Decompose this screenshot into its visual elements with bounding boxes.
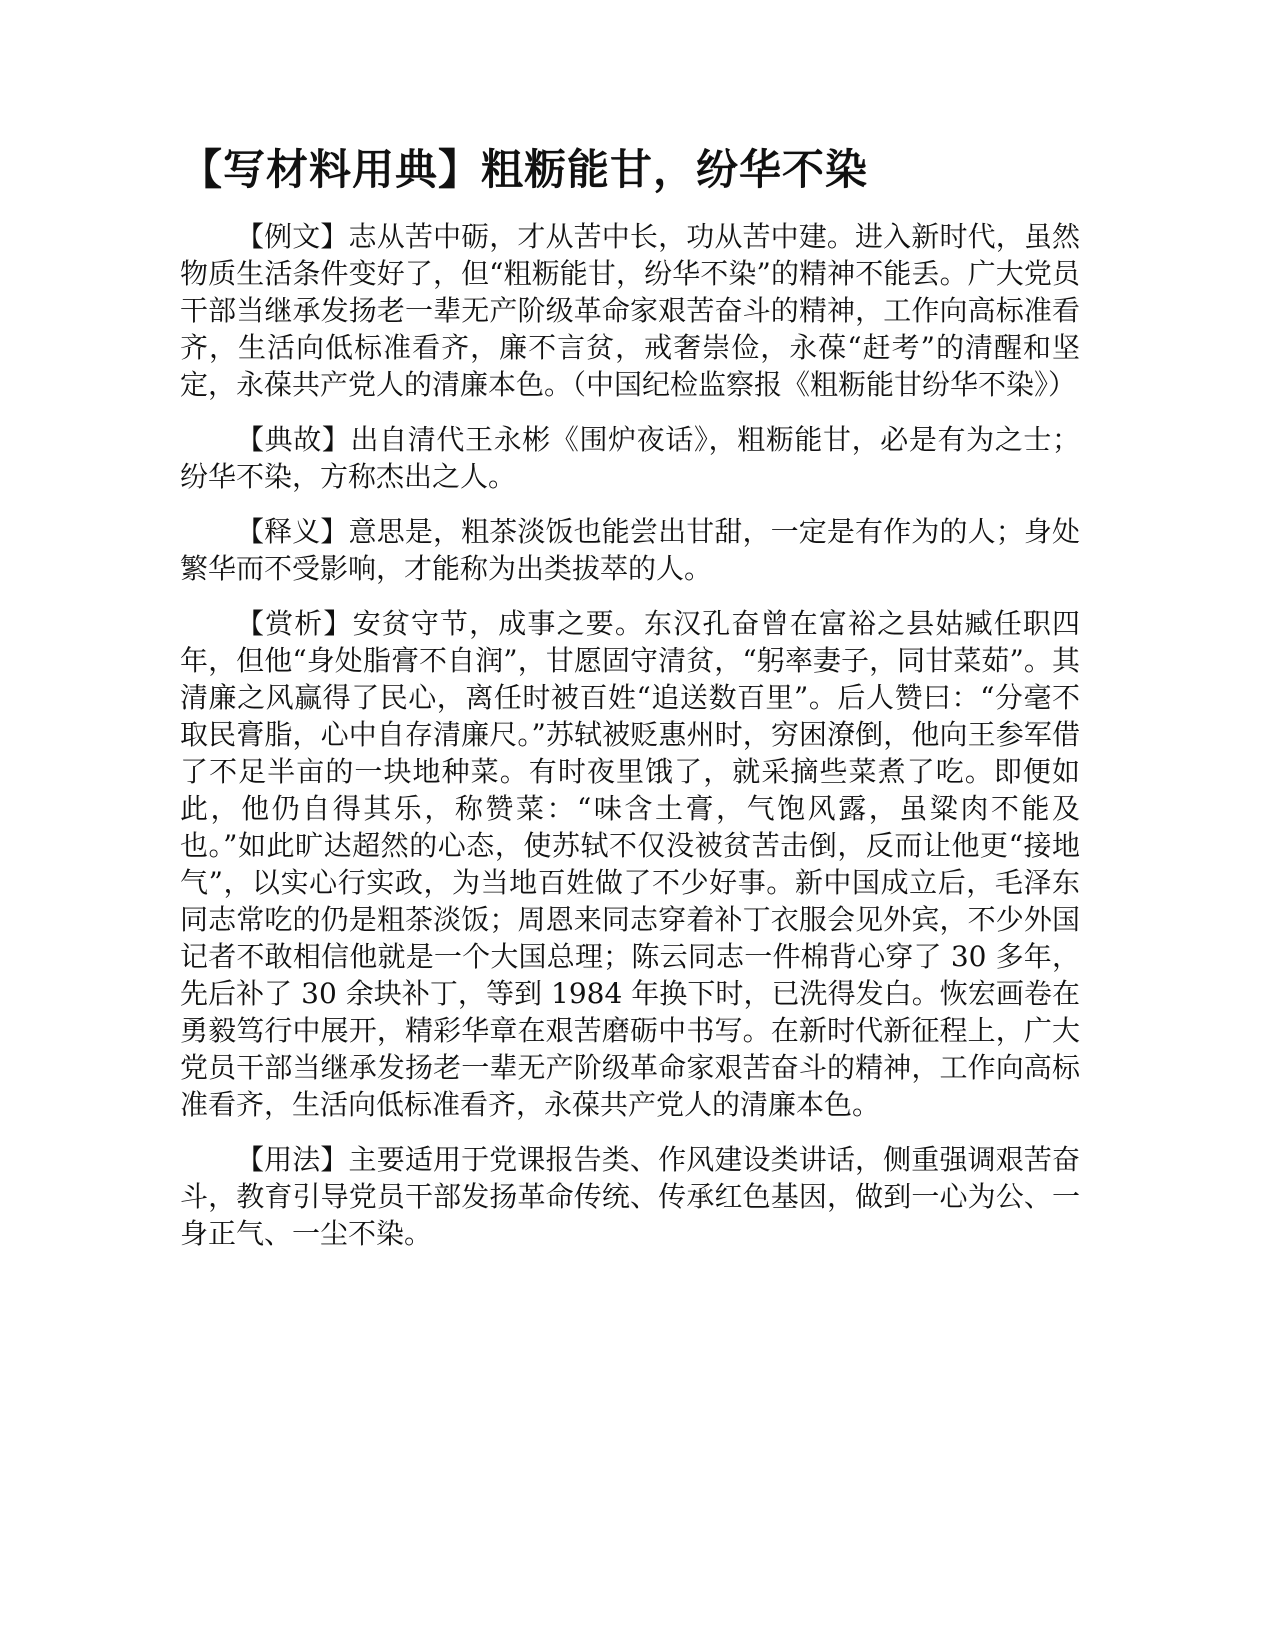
document-page bbox=[180, 142, 1080, 1270]
document-title: 【写材料用典】粗粝能甘，纷华不染 bbox=[180, 145, 869, 194]
paragraph-allusion: 【典故】出自清代王永彬《围炉夜话》，粗粝能甘，必是有为之士；纷华不染，方称杰出之人。 bbox=[180, 423, 1080, 493]
paragraph-appreciation: 【赏析】安贫守节，成事之要。东汉孔奋曾在富裕之县姑臧任职四年，但他“身处脂膏不自润”，甘愿固守清贫，“躬率妻子，同甘菜茹”。其清廉之风赢得了民心，离任时被百姓“追送数百里”。后人赞曰：“分毫不取民膏脂，心中自存清廉尺。”苏轼被贬惠州时，穷困潦倒，他向王参军借了不足半亩的一块地种菜。有时夜里饿了，就采摘些菜煮了吃。即便如此，他仍自得其乐，称赞菜：“味含土膏，气饱风露，虽粱肉不能及也。”如此旷达超然的心态，使苏轼不仅没被贫苦击倒，反而让他更“接地气”，以实心行实政，为当地百姓做了不少好事。新中国成立后，毛泽东同志常吃的仍是粗茶淡饭；周恩来同志穿着补丁衣服会见外宾，不少外国记者不敢相信他就是一个大国总理；陈云同志一件棉背心穿了 30 多年，先后补了 30 余块补丁，等到 1984 年换下时，已洗得发白。恢宏画卷在勇毅笃行中展开，精彩华章在艰苦磨砺中书写。在新时代新征程上，广大党员干部当继承发扬老一辈无产阶级革命家艰苦奋斗的精神，工作向高标准看齐，生活向低标准看齐，永葆共产党人的清廉本色。 bbox=[180, 607, 1080, 1121]
paragraph-usage: 【用法】主要适用于党课报告类、作风建设类讲话，侧重强调艰苦奋斗，教育引导党员干部发扬革命传统、传承红色基因，做到一心为公、一身正气、一尘不染。 bbox=[180, 1143, 1080, 1250]
paragraph-meaning: 【释义】意思是，粗茶淡饭也能尝出甘甜，一定是有作为的人；身处繁华而不受影响，才能称为出类拔萃的人。 bbox=[180, 515, 1080, 585]
paragraph-example: 【例文】志从苦中砺，才从苦中长，功从苦中建。进入新时代，虽然物质生活条件变好了，但“粗粝能甘，纷华不染”的精神不能丢。广大党员干部当继承发扬老一辈无产阶级革命家艰苦奋斗的精神，工作向高标准看齐，生活向低标准看齐，廉不言贫，戒奢崇俭，永葆“赶考”的清醒和坚定，永葆共产党人的清廉本色。（中国纪检监察报《粗粝能甘纷华不染》） bbox=[180, 220, 1080, 401]
